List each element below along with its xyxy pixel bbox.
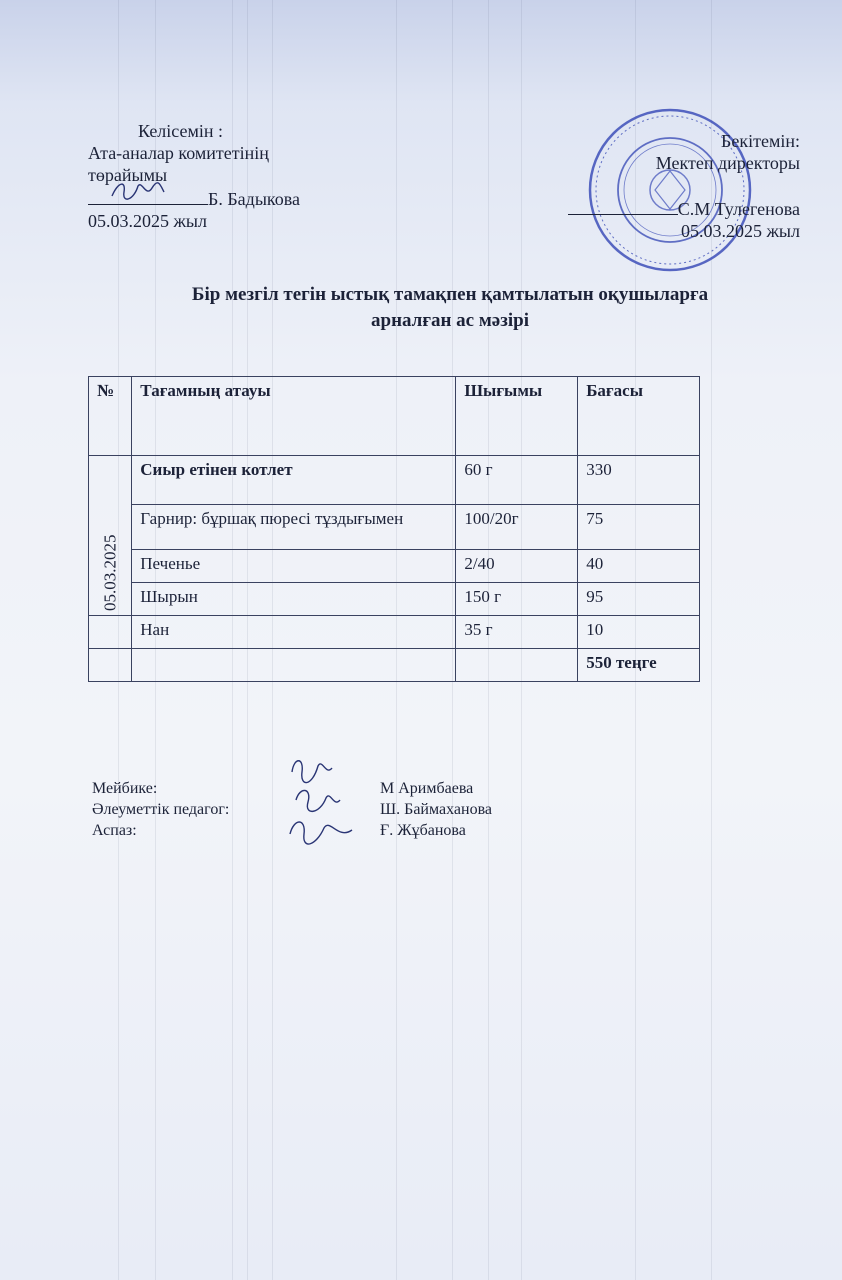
name-nurse: М Аримбаева <box>380 780 474 797</box>
approval-left-heading: Келісемін : <box>138 121 224 141</box>
approval-right-heading: Бекітемін: <box>721 131 800 151</box>
role-social-pedagogue: Әлеуметтік педагог: <box>92 801 230 818</box>
staff-roles <box>92 778 229 841</box>
approval-left <box>88 120 300 232</box>
table-row <box>89 456 700 505</box>
approval-right-role: Мектеп директоры <box>655 153 800 173</box>
dish-name: Сиыр етінен котлет <box>132 456 456 505</box>
menu-table <box>88 376 700 682</box>
dish-name: Печенье <box>132 550 456 583</box>
dish-yield: 35 г <box>456 616 578 649</box>
approval-left-role: Ата-аналар комитетінің <box>88 143 269 163</box>
dish-name: Шырын <box>132 583 456 616</box>
dish-price: 95 <box>578 583 700 616</box>
dish-price: 330 <box>578 456 700 505</box>
dish-price: 10 <box>578 616 700 649</box>
table-row <box>89 550 700 583</box>
dish-name: Гарнир: бұршақ пюресі тұздығымен <box>132 505 456 550</box>
header-dish-name: Тағамның атауы <box>132 377 456 456</box>
table-row <box>89 583 700 616</box>
dish-price: 40 <box>578 550 700 583</box>
empty-cell <box>132 649 456 682</box>
empty-cell <box>456 649 578 682</box>
signature-line <box>568 196 678 215</box>
dish-name: Нан <box>132 616 456 649</box>
approval-left-name: Б. Бадыкова <box>208 189 300 209</box>
page-title <box>100 282 800 334</box>
dish-yield: 150 г <box>456 583 578 616</box>
header-price: Бағасы <box>578 377 700 456</box>
table-header-row <box>89 377 700 456</box>
table-row <box>89 616 700 649</box>
dish-yield: 60 г <box>456 456 578 505</box>
empty-cell <box>89 616 132 649</box>
approval-right <box>540 130 800 242</box>
header-num: № <box>89 377 132 456</box>
header-yield: Шығымы <box>456 377 578 456</box>
dish-yield: 2/40 <box>456 550 578 583</box>
role-cook: Аспаз: <box>92 822 137 839</box>
approval-right-date: 05.03.2025 жыл <box>680 221 800 241</box>
signature-line <box>88 186 208 205</box>
role-nurse: Мейбике: <box>92 780 158 797</box>
approval-left-role-cont: төрайымы <box>88 165 168 185</box>
menu-date: 05.03.2025 <box>89 456 132 616</box>
table-row <box>89 505 700 550</box>
title-line-2: арналған ас мәзірі <box>371 310 529 331</box>
total-price: 550 теңге <box>578 649 700 682</box>
staff-signatures <box>282 752 372 852</box>
empty-cell <box>89 649 132 682</box>
table-total-row <box>89 649 700 682</box>
name-social-pedagogue: Ш. Баймаханова <box>380 801 493 818</box>
approval-right-name: С.М Тулегенова <box>677 199 800 219</box>
title-line-1: Бір мезгіл тегін ыстық тамақпен қамтылатын оқушыларға <box>191 284 709 305</box>
dish-price: 75 <box>578 505 700 550</box>
name-cook: Ғ. Жұбанова <box>380 822 466 839</box>
staff-names <box>380 778 492 841</box>
dish-yield: 100/20г <box>456 505 578 550</box>
approval-left-date: 05.03.2025 жыл <box>88 211 208 231</box>
signature-scribble <box>108 178 168 204</box>
